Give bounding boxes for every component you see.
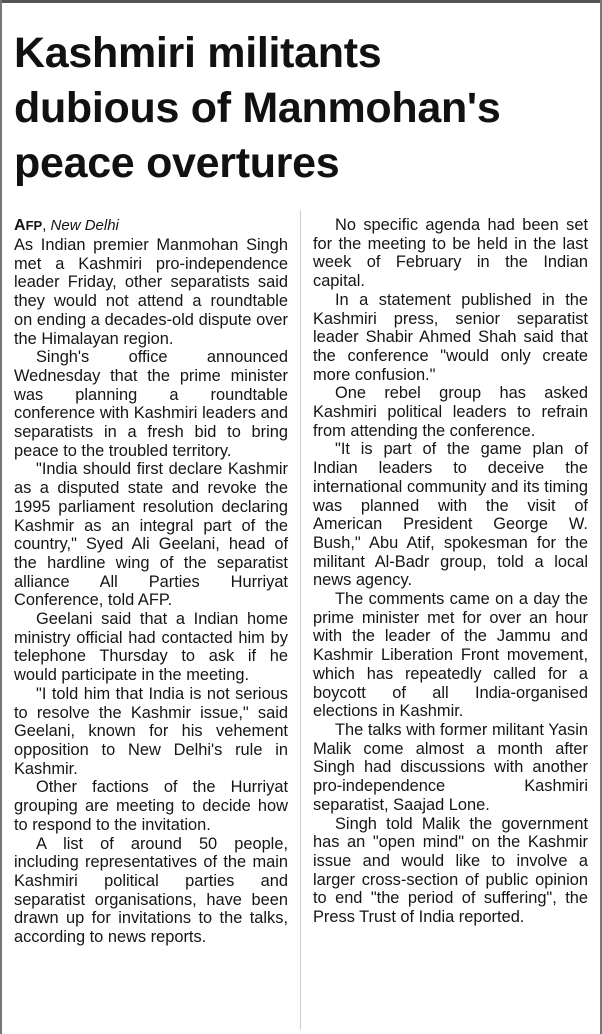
left-border [0,0,2,1034]
byline: AFP, New Delhi [14,217,119,234]
byline-location: New Delhi [50,217,119,234]
paragraph: A list of around 50 people, including representatives of the main Kashmiri political parties and separatist organisations, have been drawn up for invitations to the talks, according to news reports. [14,834,288,947]
paragraph: The talks with former militant Yasin Malik come almost a month after Singh had discussions with another pro-independence Kashmiri separatist, Saajad Lone. [313,720,588,814]
paragraph: As Indian premier Manmohan Singh met a Kashmiri pro-independence leader Friday, other separatists said they would not attend a roundtable on ending a decades-old dispute over the Himalayan region. [14,236,288,348]
paragraph: The comments came on a day the prime minister met for over an hour with the leader of the Jammu and Kashmir Liberation Front movement, which has repeatedly called for a boycott of all India-organised elections in Kashmir. [313,590,588,721]
left-column [14,216,288,947]
paragraph: Geelani said that a Indian home ministry official had contacted him by telephone Thursday to ask if he would participate in the meeting. [14,610,288,685]
headline-line-2: dubious of Manmohan's [14,84,501,132]
paragraph: "I told him that India is not serious to resolve the Kashmir issue," said Geelani, known for his vehement opposition to New Delhi's rule in Kashmir. [14,684,288,778]
paragraph: Singh's office announced Wednesday that the prime minister was planning a roundtable conference with Kashmiri leaders and separatists in a fresh bid to bring peace to the troubled territory. [14,348,288,460]
byline-agency [14,217,42,234]
headline-line-1: Kashmiri militants [14,29,382,77]
byline-agency-initial: A [14,217,26,234]
right-column [313,216,588,927]
paragraph: No specific agenda had been set for the meeting to be held in the last week of February in the Indian capital. [313,216,588,291]
paragraph: Other factions of the Hurriyat grouping are meeting to decide how to respond to the invitation. [14,778,288,834]
headline-line-3: peace overtures [14,139,340,187]
paragraph: Singh told Malik the government has an "open mind" on the Kashmir issue and would like to involve a larger cross-section of public opinion to end "the period of suffering", the Press Trust of India reported. [313,814,588,927]
column-gutter [300,210,301,1030]
paragraph: "India should first declare Kashmir as a disputed state and revoke the 1995 parliament resolution declaring Kashmir as an integral part of the country," Syed Ali Geelani, head of the hardline wing of the separatist alliance All Parties Hurriyat Conference, told AFP. [14,460,288,610]
headline [14,26,594,191]
paragraph: One rebel group has asked Kashmiri political leaders to refrain from attending the conference. [313,384,588,440]
paragraph: In a statement published in the Kashmiri press, senior separatist leader Shabir Ahmed Shah said that the conference "would only create more confusion." [313,290,588,384]
paragraph: "It is part of the game plan of Indian leaders to deceive the international community and its timing was planned with the visit of American President George W. Bush," Abu Atif, spokesman for the militant Al-Badr group, told a local news agency. [313,440,588,590]
byline-agency-rest: FP [25,218,43,233]
top-border [0,0,602,3]
